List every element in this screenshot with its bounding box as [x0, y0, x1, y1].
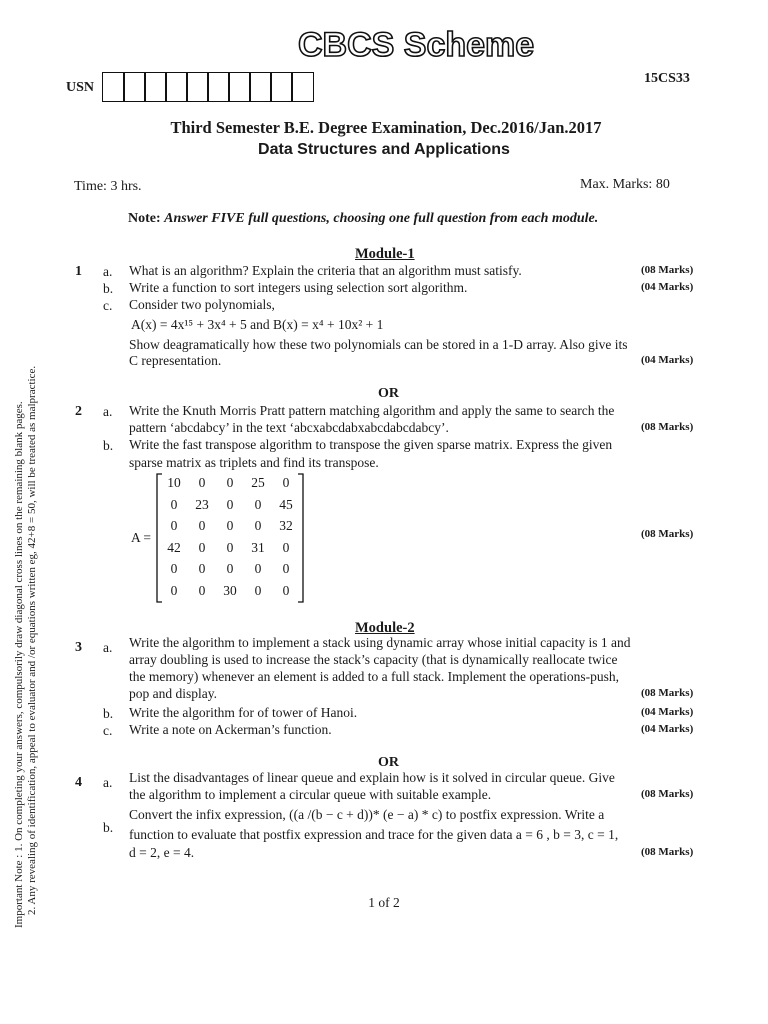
usn-box — [228, 72, 251, 102]
usn-label: USN — [66, 80, 95, 95]
part-label: a. — [103, 264, 113, 279]
matrix-cell: 10 — [167, 475, 181, 490]
side-important-note — [13, 208, 39, 928]
matrix-cell: 0 — [226, 561, 234, 576]
matrix-cell: 31 — [251, 539, 265, 555]
page-number: 1 of 2 — [368, 895, 400, 910]
usn-box — [291, 72, 314, 102]
max-marks: Max. Marks: 80 — [580, 177, 670, 192]
cbcs-scheme-title — [296, 22, 535, 64]
subject-code: 15CS33 — [644, 71, 690, 86]
or-divider: OR — [378, 386, 399, 401]
matrix-cell: 32 — [279, 518, 293, 533]
matrix-cell: 0 — [170, 582, 178, 598]
matrix-cell: 0 — [226, 518, 234, 533]
q1c-formula: A(x) = 4x¹⁵ + 3x⁴ + 5 and B(x) = x⁴ + 10x² + 1 — [131, 317, 384, 332]
matrix-cell: 0 — [226, 496, 234, 512]
exam-title-text: Third Semester B.E. Degree Examination, Dec.2016/Jan.2017 — [170, 118, 602, 137]
q4b-marks: (08 Marks) — [641, 846, 694, 858]
matrix-cell: 0 — [282, 561, 290, 576]
q4a-marks: (08 Marks) — [641, 788, 694, 800]
question-number: 1 — [75, 264, 82, 279]
time-allowed: Time: 3 hrs. — [74, 179, 142, 194]
matrix-cell: 42 — [167, 539, 181, 555]
matrix-label: A = — [131, 530, 151, 545]
note-text: Answer FIVE full questions, choosing one full question from each module. — [164, 211, 599, 226]
part-label: b. — [103, 438, 114, 453]
matrix-cell: 0 — [198, 582, 206, 598]
matrix-cell: 0 — [198, 518, 206, 533]
part-label: a. — [103, 640, 113, 655]
usn-box — [144, 72, 167, 102]
matrix-cell: 25 — [251, 475, 265, 490]
matrix-cell: 0 — [226, 539, 234, 555]
usn-box — [102, 72, 125, 102]
matrix-cell: 0 — [226, 475, 234, 490]
matrix-cell: 0 — [282, 475, 290, 490]
q2b-text-line1: Write the fast transpose algorithm to transpose the given sparse matrix. Express the given — [129, 437, 613, 452]
usn-box — [249, 72, 272, 102]
q4b-text-line1: Convert the infix expression, ((a /(b − c + d))* (e − a) * c) to postfix expression. Write a — [129, 807, 605, 822]
q3b-marks: (04 Marks) — [641, 706, 694, 718]
matrix-cell: 0 — [198, 475, 206, 490]
matrix-cell: 45 — [279, 496, 293, 512]
part-label: c. — [103, 723, 113, 738]
q2b-marks: (08 Marks) — [641, 528, 694, 540]
part-label: b. — [103, 281, 114, 296]
q4a-text-line2: the algorithm to implement a circular queue with suitable example. — [129, 787, 492, 802]
matrix-cell: 0 — [198, 561, 206, 576]
q3a-text-line4: pop and display. — [129, 686, 217, 701]
matrix-cell: 0 — [170, 518, 178, 533]
q3c-text: Write a note on Ackerman’s function. — [129, 722, 332, 737]
q3b-text: Write the algorithm for of tower of Hanoi. — [129, 705, 358, 720]
matrix-cell: 0 — [170, 496, 178, 512]
q3a-text-line1: Write the algorithm to implement a stack using dynamic array whose initial capacity is 1 and — [129, 635, 631, 650]
q4b-text-line2: function to evaluate that postfix expression and trace for the given data a = 6 , b = 3, c = 1, — [129, 827, 619, 842]
module-1-heading: Module-1 — [355, 246, 415, 262]
question-number: 4 — [75, 775, 82, 790]
q1c-marks: (04 Marks) — [641, 354, 694, 366]
q1b-text: Write a function to sort integers using selection sort algorithm. — [129, 280, 468, 295]
side-note-line1: Important Note : 1. On completing your answers, compulsorily draw diagonal cross lines on the remaining blank pages. — [13, 401, 25, 928]
usn-box — [165, 72, 188, 102]
q1c-text-line2: Show deagramatically how these two polynomials can be stored in a 1-D array. Also give its — [129, 337, 628, 352]
matrix-cell: 0 — [198, 539, 206, 555]
q1c-text: Consider two polynomials, — [129, 297, 275, 312]
q3a-text-line2: array doubling is used to increase the stack’s capacity (that is dynamically reallocate twice — [129, 652, 618, 667]
matrix-cell: 23 — [195, 496, 209, 512]
instructions-note — [128, 211, 598, 227]
or-divider: OR — [378, 755, 399, 770]
q2a-marks: (08 Marks) — [641, 421, 694, 433]
matrix-cell: 0 — [254, 561, 262, 576]
matrix-cell: 30 — [223, 582, 237, 598]
q2b-text-line2: sparse matrix as triplets and find its transpose. — [129, 455, 379, 470]
usn-box — [123, 72, 146, 102]
matrix-cell: 0 — [254, 518, 262, 533]
q3a-marks: (08 Marks) — [641, 687, 694, 699]
q3a-text-line3: the memory) whenever an element is added to a full stack. Implement the operations-push, — [129, 669, 619, 684]
part-label: a. — [103, 775, 113, 790]
part-label: a. — [103, 404, 113, 419]
subject-title: Data Structures and Applications — [258, 141, 510, 158]
q2a-text-line2: pattern ‘abcdabcy’ in the text ‘abcxabcdabxabcdabcdabcy’. — [129, 420, 449, 435]
q2a-text-line1: Write the Knuth Morris Pratt pattern matching algorithm and apply the same to search the — [129, 403, 615, 418]
part-label: b. — [103, 820, 114, 835]
usn-box — [207, 72, 230, 102]
matrix-cell: 0 — [282, 539, 290, 555]
q1c-text-line3: C representation. — [129, 353, 222, 368]
q3c-marks: (04 Marks) — [641, 723, 694, 735]
q1a-marks: (08 Marks) — [641, 264, 694, 276]
sparse-matrix — [154, 472, 306, 604]
part-label: c. — [103, 298, 113, 313]
q1b-marks: (04 Marks) — [641, 281, 694, 293]
matrix-cell: 0 — [170, 561, 178, 576]
question-number: 2 — [75, 404, 82, 419]
q1a-text: What is an algorithm? Explain the criteria that an algorithm must satisfy. — [129, 263, 522, 278]
side-note-line2: 2. Any revealing of identification, appeal to evaluator and /or equations written eg, 42+8 = 50, will be treated as malpractice. — [26, 365, 38, 915]
q4a-text-line1: List the disadvantages of linear queue and explain how is it solved in circular queue. Give — [129, 770, 615, 785]
q4b-text-line3: d = 2, e = 4. — [129, 845, 195, 860]
usn-box — [270, 72, 293, 102]
part-label: b. — [103, 706, 114, 721]
matrix-cell: 0 — [254, 496, 262, 512]
question-number: 3 — [75, 640, 82, 655]
module-2-heading: Module-2 — [355, 620, 415, 636]
matrix-cell: 0 — [282, 582, 290, 598]
exam-title — [0, 118, 768, 138]
usn-boxes — [102, 72, 312, 102]
usn-box — [186, 72, 209, 102]
note-label: Note: — [128, 211, 161, 226]
matrix-cell: 0 — [254, 582, 262, 598]
cbcs-scheme-text: CBCS Scheme — [298, 26, 535, 64]
